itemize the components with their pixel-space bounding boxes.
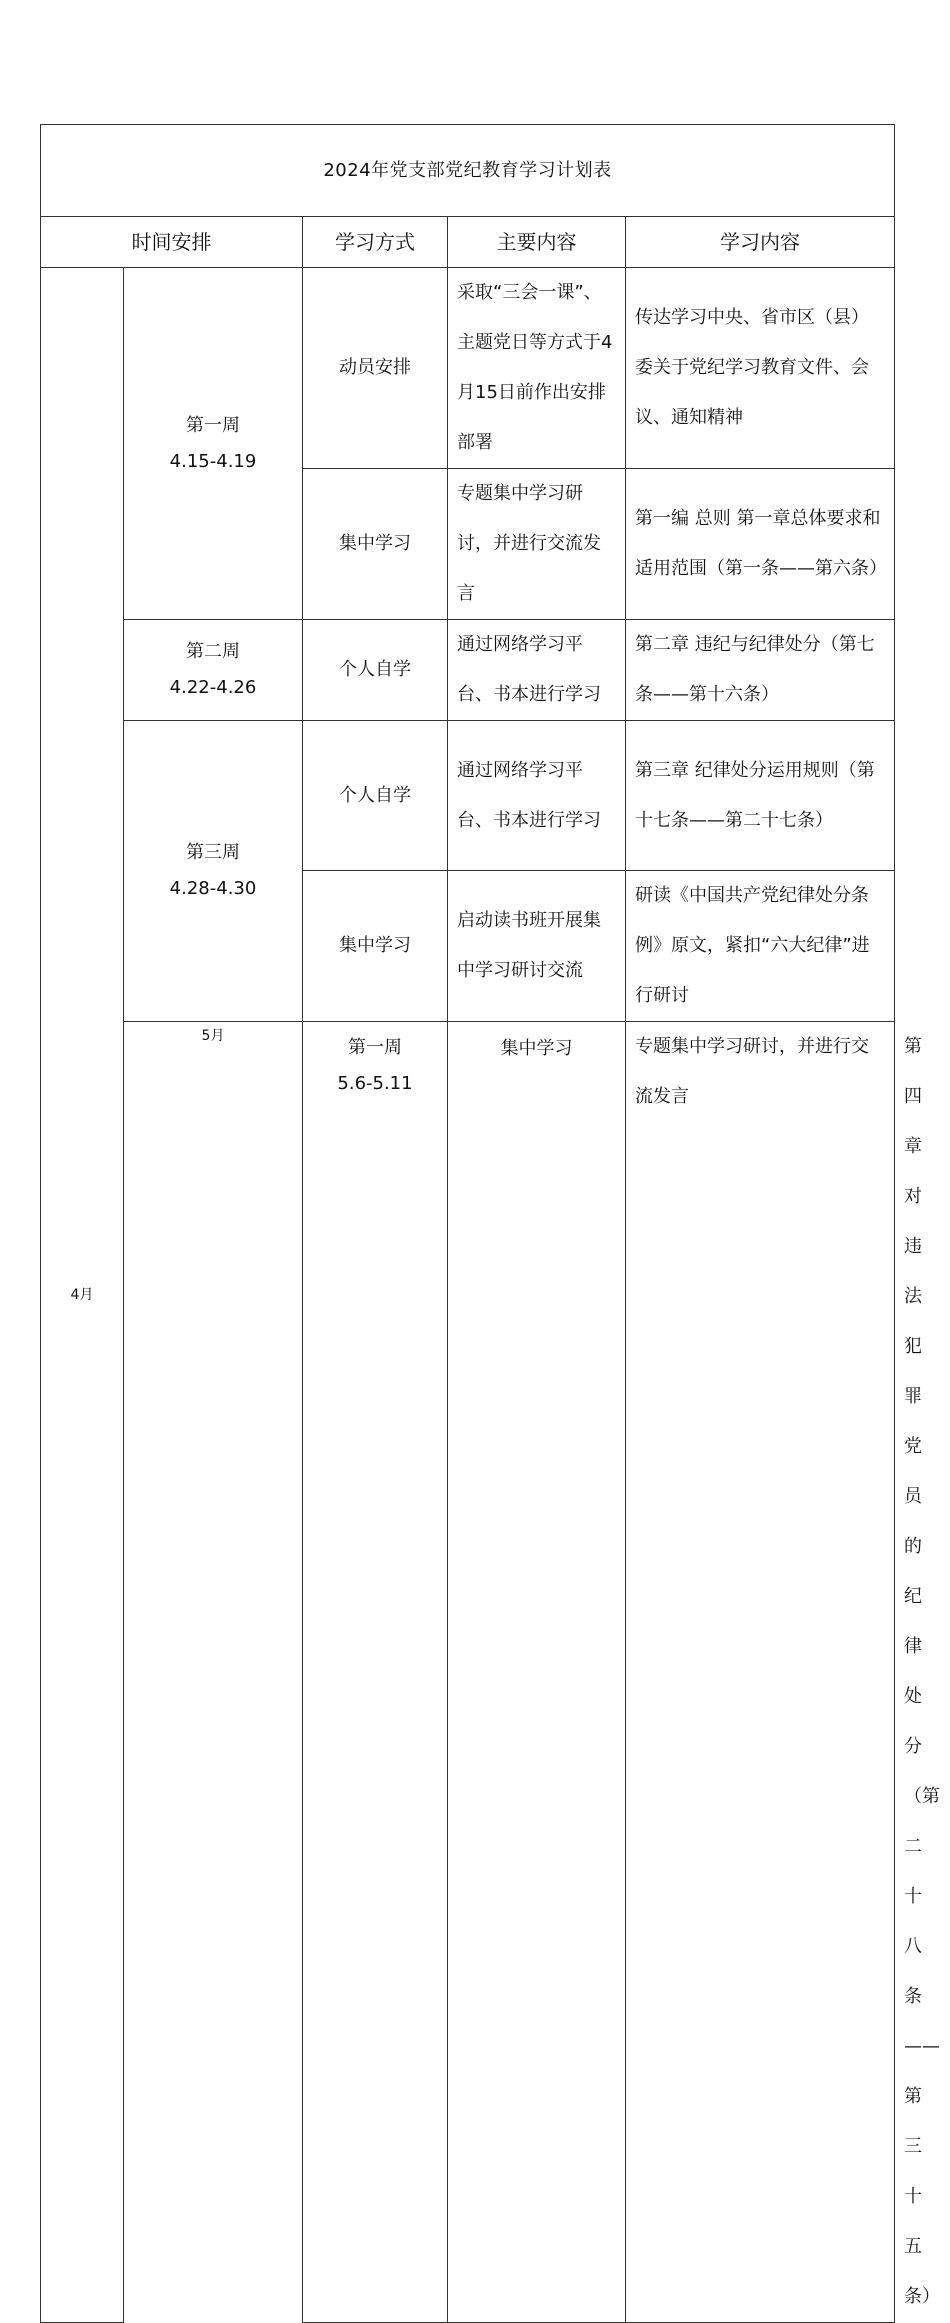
week-dates: 4.28-4.30: [169, 878, 257, 899]
table-row: [41, 268, 895, 469]
main-content-cell: 通过网络学习平台、书本进行学习: [448, 721, 626, 871]
week-name: 第三周: [186, 842, 240, 863]
week-dates: 4.22-4.26: [169, 677, 257, 698]
week-name: 第一周: [186, 414, 240, 436]
week-cell: [124, 268, 303, 620]
week-dates: 5.6-5.11: [337, 1073, 413, 1094]
week-cell: [124, 620, 303, 721]
page-title: 2024年党支部党纪教育学习计划表: [41, 125, 895, 217]
week-dates: 4.15-4.19: [169, 450, 257, 472]
month-cell-april: 4月: [41, 268, 124, 2323]
header-content: 学习内容: [626, 217, 895, 268]
study-content-cell: 第三章 纪律处分运用规则（第十七条——第二十七条）: [626, 721, 895, 871]
method-cell: 个人自学: [303, 620, 448, 721]
method-cell: 动员安排: [303, 268, 448, 469]
study-plan-table: [40, 124, 941, 2323]
main-content-cell: 专题集中学习研讨，并进行交流发言: [448, 469, 626, 620]
week-cell: [124, 721, 303, 1022]
study-content-cell: 第一编 总则 第一章总体要求和适用范围（第一条——第六条）: [626, 469, 895, 620]
method-cell: 集中学习: [303, 469, 448, 620]
method-cell: 集中学习: [448, 1022, 626, 2323]
main-content-cell: 通过网络学习平台、书本进行学习: [448, 620, 626, 721]
week-name: 第一周: [348, 1037, 402, 1058]
table-row: [41, 721, 895, 871]
method-cell: 个人自学: [303, 721, 448, 871]
month-cell-may: 5月: [124, 1022, 303, 2323]
table-header-row: [41, 217, 895, 268]
main-content-cell: 采取“三会一课”、主题党日等方式于4月15日前作出安排部署: [448, 268, 626, 469]
study-content-cell: 第二章 违纪与纪律处分（第七条——第十六条）: [626, 620, 895, 721]
week-name: 第二周: [186, 641, 240, 662]
main-content-cell: 专题集中学习研讨，并进行交流发言: [626, 1022, 895, 2323]
header-main: 主要内容: [448, 217, 626, 268]
week-cell: [303, 1022, 448, 2323]
method-cell: 集中学习: [303, 871, 448, 1022]
table-row: 5月 第一周 5.6-5.11 集中学习 专题集中学习研讨，并进行交流发言 第四章 对违法犯罪党员的纪律处分（第二十八条——第三十五条）: [41, 1022, 895, 2323]
study-content-cell: 传达学习中央、省市区（县）委关于党纪学习教育文件、会议、通知精神: [626, 268, 895, 469]
header-method: 学习方式: [303, 217, 448, 268]
table-row: [41, 620, 895, 721]
main-content-cell: 启动读书班开展集中学习研讨交流: [448, 871, 626, 1022]
header-time: 时间安排: [41, 217, 303, 268]
study-content-cell: 研读《中国共产党纪律处分条例》原文，紧扣“六大纪律”进行研讨: [626, 871, 895, 1022]
